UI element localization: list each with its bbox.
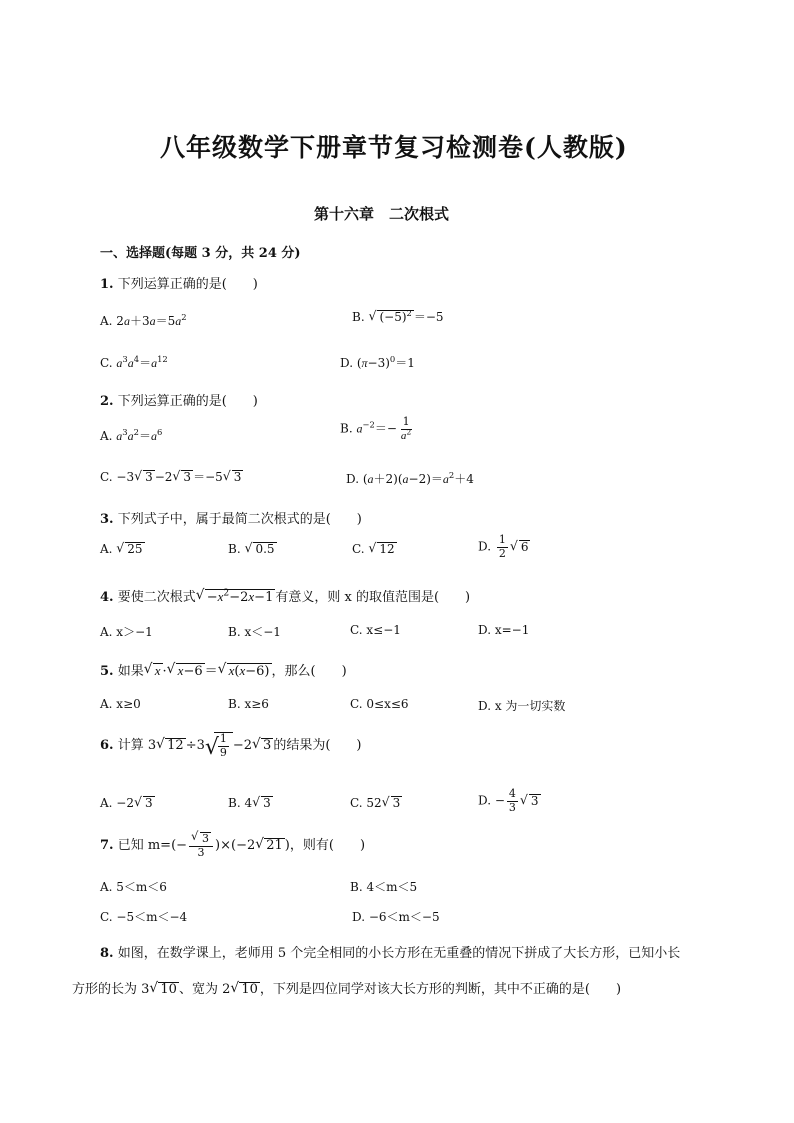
option-1c: C. $a^3a^4=a^{12}$: [100, 354, 168, 370]
question-2: [100, 390, 258, 409]
option-6c: C. 52√ 3: [350, 796, 402, 811]
question-number: 7.: [100, 838, 114, 854]
option-2b: B. $a^{-2}=-$ $\frac{1}{a^2}$: [340, 415, 412, 442]
question-stem-part: 、宽为 2: [178, 982, 231, 997]
option-3a: A. √ 25: [100, 542, 145, 557]
question-stem-part: 方形的长为 3: [72, 982, 150, 997]
question-number: 6.: [100, 738, 114, 754]
question-number: 2.: [100, 394, 114, 409]
option-5c: C. 0≤x≤6: [350, 697, 409, 711]
option-6a: A. −2√ 3: [100, 796, 155, 811]
question-stem-part: 要使二次根式: [117, 590, 196, 605]
question-number: 5.: [100, 664, 114, 679]
question-number: 1.: [100, 277, 114, 292]
option-2d: D. $(a+2)(a-2)=a^2+4$: [346, 470, 474, 486]
question-3: [100, 508, 362, 527]
option-4b: B. x＜−1: [228, 625, 281, 639]
option-4c: C. x≤−1: [350, 623, 401, 637]
option-5b: B. x≥6: [228, 697, 269, 711]
question-stem-part: )，则有( ): [284, 838, 366, 854]
question-stem-part: ，下列是四位同学对该大长方形的判断，其中不正确的是( ): [259, 982, 622, 997]
question-stem-part: 有意义，则 x 的取值范围是( ): [275, 590, 471, 605]
question-stem-part: 已知 m=(−: [117, 838, 188, 854]
question-1: [100, 273, 258, 292]
option-7a: A. 5＜m＜6: [100, 880, 167, 894]
option-4d: D. x=−1: [478, 623, 530, 637]
question-7: 7. 已知 m=(− √ $\frac{3}{3}$ )×(−2√ 21 )，则有( ): [100, 832, 365, 859]
option-5a: A. x≥0: [100, 697, 141, 711]
option-4a: A. x＞−1: [100, 625, 153, 639]
question-8-line-2: 方形的长为 3√ 10 、宽为 2√ 10 ，下列是四位同学对该大长方形的判断，其中不正确的是( ): [72, 978, 621, 998]
option-3b: B. √ 0.5: [228, 542, 277, 557]
option-1b: B. √ $(-5)^2 =-5$: [352, 308, 444, 325]
question-8: [100, 942, 680, 961]
question-4: 4. 要使二次根式√ $-x^2-2x-1$ 有意义，则 x 的取值范围是( ): [100, 586, 470, 606]
question-5: 5. 如果√ x ·√ x−6 ＝√ x(x−6) ，那么( ): [100, 660, 347, 680]
option-1a: A. $2a+3a=5a^2$: [100, 312, 187, 328]
question-stem-line: 如图，在数学课上，老师用 5 个完全相同的小长方形在无重叠的情况下拼成了大长方形，已知小长: [117, 946, 681, 961]
question-stem-part: 如果: [117, 664, 144, 679]
question-number: 8.: [100, 946, 114, 961]
question-stem-part: 的结果为( ): [273, 738, 362, 754]
option-3c: C. √ 12: [352, 542, 397, 557]
question-number: 3.: [100, 512, 114, 527]
option-7c: C. −5＜m＜−4: [100, 910, 188, 924]
question-stem: 下列运算正确的是( ): [117, 277, 258, 292]
question-6: 6. 计算 3√ 12 ÷3 √ $\frac{1}{9}$ −2√ 3 的结果为( ): [100, 732, 361, 759]
option-2a: A. $a^3a^2=a^6$: [100, 427, 163, 443]
option-2c: C. −3√ 3 −2√ 3 ＝−5√ 3: [100, 468, 243, 485]
option-6b: B. 4√ 3: [228, 796, 273, 811]
question-number: 4.: [100, 590, 114, 605]
option-7b: B. 4＜m＜5: [350, 880, 418, 894]
page-title: 八年级数学下册章节复习检测卷(人教版): [160, 133, 628, 162]
question-stem: 下列运算正确的是( ): [117, 394, 258, 409]
section-heading: 一、选择题(每题 3 分，共 24 分): [100, 246, 301, 261]
chapter-heading: 第十六章 二次根式: [314, 205, 450, 223]
question-stem-part: 计算: [117, 738, 144, 754]
option-3d: D. $\frac{1}{2}$ √ 6: [478, 534, 530, 560]
option-7d: D. −6＜m＜−5: [352, 910, 440, 924]
option-1d: D. $(\pi-3)^0=1$: [340, 354, 415, 370]
option-6d: D. − $\frac{4}{3}$ √ 3: [478, 788, 541, 814]
question-stem-part: ，那么( ): [271, 664, 347, 679]
question-stem: 下列式子中，属于最简二次根式的是( ): [117, 512, 362, 527]
option-5d: D. x 为一切实数: [478, 699, 566, 713]
